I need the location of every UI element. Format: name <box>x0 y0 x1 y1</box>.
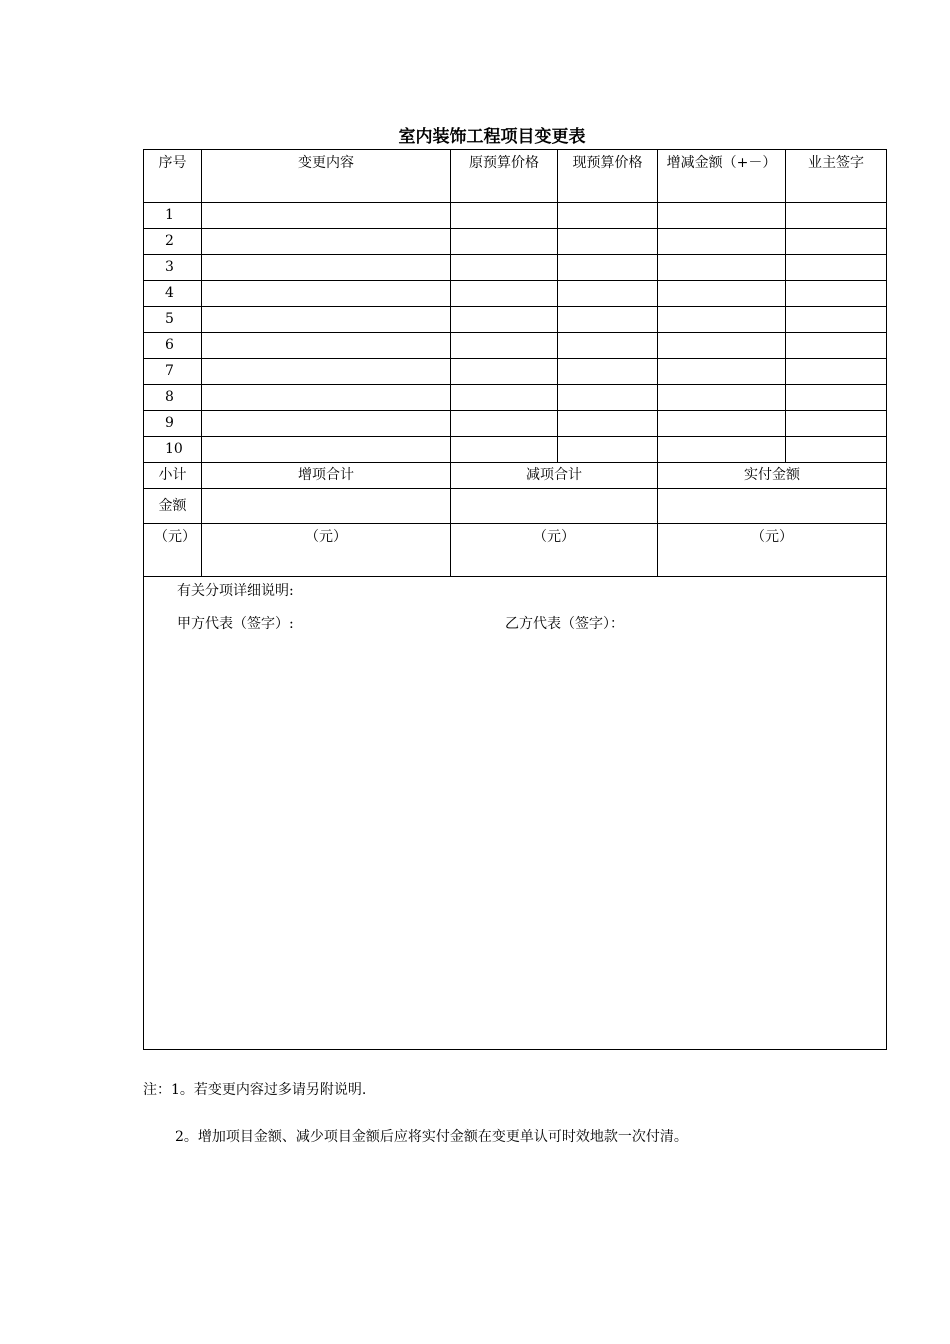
increase-total-amount-cell[interactable] <box>202 489 451 524</box>
table-row <box>144 307 887 333</box>
header-current-price: 现预算价格 <box>558 150 658 203</box>
content-cell[interactable] <box>202 385 451 411</box>
change-amount-cell[interactable] <box>658 255 786 281</box>
party-b-signature-label: 乙方代表（签字）： <box>505 616 624 632</box>
header-seq: 序号 <box>144 150 202 203</box>
change-amount-cell[interactable] <box>658 437 786 463</box>
unit-row <box>144 524 887 577</box>
table-row <box>144 255 887 281</box>
notes-cell[interactable] <box>144 577 887 1050</box>
change-amount-cell[interactable] <box>658 359 786 385</box>
row-seq: 3 <box>144 255 202 281</box>
subtotal-row <box>144 463 887 489</box>
content-cell[interactable] <box>202 333 451 359</box>
current-price-cell[interactable] <box>558 281 658 307</box>
table-row <box>144 229 887 255</box>
table-row <box>144 203 887 229</box>
row-seq: 7 <box>144 359 202 385</box>
original-price-cell[interactable] <box>451 411 558 437</box>
owner-signature-cell[interactable] <box>786 437 887 463</box>
current-price-cell[interactable] <box>558 255 658 281</box>
owner-signature-cell[interactable] <box>786 385 887 411</box>
content-cell[interactable] <box>202 437 451 463</box>
owner-signature-cell[interactable] <box>786 333 887 359</box>
owner-signature-cell[interactable] <box>786 281 887 307</box>
current-price-cell[interactable] <box>558 437 658 463</box>
current-price-cell[interactable] <box>558 203 658 229</box>
original-price-cell[interactable] <box>451 255 558 281</box>
amount-row <box>144 489 887 524</box>
owner-signature-cell[interactable] <box>786 359 887 385</box>
header-owner-signature: 业主签字 <box>786 150 887 203</box>
actual-payment-unit: （元） <box>658 524 887 577</box>
content-cell[interactable] <box>202 359 451 385</box>
table-row <box>144 333 887 359</box>
actual-payment-amount-cell[interactable] <box>658 489 887 524</box>
increase-unit: （元） <box>202 524 451 577</box>
decrease-unit: （元） <box>451 524 658 577</box>
detail-description-label: 有关分项详细说明: <box>177 583 294 599</box>
unit-label-left-text: （元） <box>154 529 196 545</box>
actual-payment-label: 实付金额 <box>658 463 887 489</box>
original-price-cell[interactable] <box>451 385 558 411</box>
content-cell[interactable] <box>202 307 451 333</box>
original-price-cell[interactable] <box>451 281 558 307</box>
header-change-amount-label: 增减金额（+－） <box>666 155 777 171</box>
footnote-1: 注：1。若变更内容过多请另附说明. <box>143 1082 367 1098</box>
table-row <box>144 437 887 463</box>
content-cell[interactable] <box>202 229 451 255</box>
change-amount-cell[interactable] <box>658 203 786 229</box>
decrease-total-amount-cell[interactable] <box>451 489 658 524</box>
header-original-price: 原预算价格 <box>451 150 558 203</box>
content-cell[interactable] <box>202 281 451 307</box>
table-row <box>144 385 887 411</box>
row-seq: 4 <box>144 281 202 307</box>
current-price-cell[interactable] <box>558 229 658 255</box>
row-seq: 6 <box>144 333 202 359</box>
row-seq: 10 <box>144 437 202 463</box>
table-row <box>144 281 887 307</box>
owner-signature-cell[interactable] <box>786 411 887 437</box>
header-content: 变更内容 <box>202 150 451 203</box>
change-amount-cell[interactable] <box>658 281 786 307</box>
row-seq: 9 <box>144 411 202 437</box>
original-price-cell[interactable] <box>451 203 558 229</box>
amount-label: 金额 <box>144 489 202 524</box>
footnote-2: 2。增加项目金额、减少项目金额后应将实付金额在变更单认可时效地款一次付清。 <box>175 1129 688 1145</box>
change-amount-cell[interactable] <box>658 333 786 359</box>
current-price-cell[interactable] <box>558 333 658 359</box>
current-price-cell[interactable] <box>558 307 658 333</box>
current-price-cell[interactable] <box>558 359 658 385</box>
table-row <box>144 411 887 437</box>
party-a-signature-label: 甲方代表（签字）: <box>177 616 294 632</box>
owner-signature-cell[interactable] <box>786 229 887 255</box>
header-change-amount <box>658 150 786 203</box>
content-cell[interactable] <box>202 411 451 437</box>
decrease-total-label: 减项合计 <box>451 463 658 489</box>
original-price-cell[interactable] <box>451 333 558 359</box>
owner-signature-cell[interactable] <box>786 307 887 333</box>
change-amount-cell[interactable] <box>658 229 786 255</box>
content-cell[interactable] <box>202 203 451 229</box>
subtotal-label: 小计 <box>144 463 202 489</box>
owner-signature-cell[interactable] <box>786 255 887 281</box>
change-amount-cell[interactable] <box>658 411 786 437</box>
notes-area <box>144 577 886 1049</box>
change-order-table <box>143 149 887 1050</box>
content-cell[interactable] <box>202 255 451 281</box>
row-seq: 1 <box>144 203 202 229</box>
row-seq: 5 <box>144 307 202 333</box>
page-title: 室内装饰工程项目变更表 <box>398 127 586 147</box>
current-price-cell[interactable] <box>558 385 658 411</box>
table-row <box>144 359 887 385</box>
change-amount-cell[interactable] <box>658 385 786 411</box>
owner-signature-cell[interactable] <box>786 203 887 229</box>
original-price-cell[interactable] <box>451 437 558 463</box>
row-seq: 2 <box>144 229 202 255</box>
increase-total-label: 增项合计 <box>202 463 451 489</box>
unit-label-left <box>144 524 202 577</box>
header-row <box>144 150 887 203</box>
original-price-cell[interactable] <box>451 307 558 333</box>
current-price-cell[interactable] <box>558 411 658 437</box>
notes-row <box>144 577 887 1050</box>
change-amount-cell[interactable] <box>658 307 786 333</box>
original-price-cell[interactable] <box>451 359 558 385</box>
original-price-cell[interactable] <box>451 229 558 255</box>
row-seq: 8 <box>144 385 202 411</box>
